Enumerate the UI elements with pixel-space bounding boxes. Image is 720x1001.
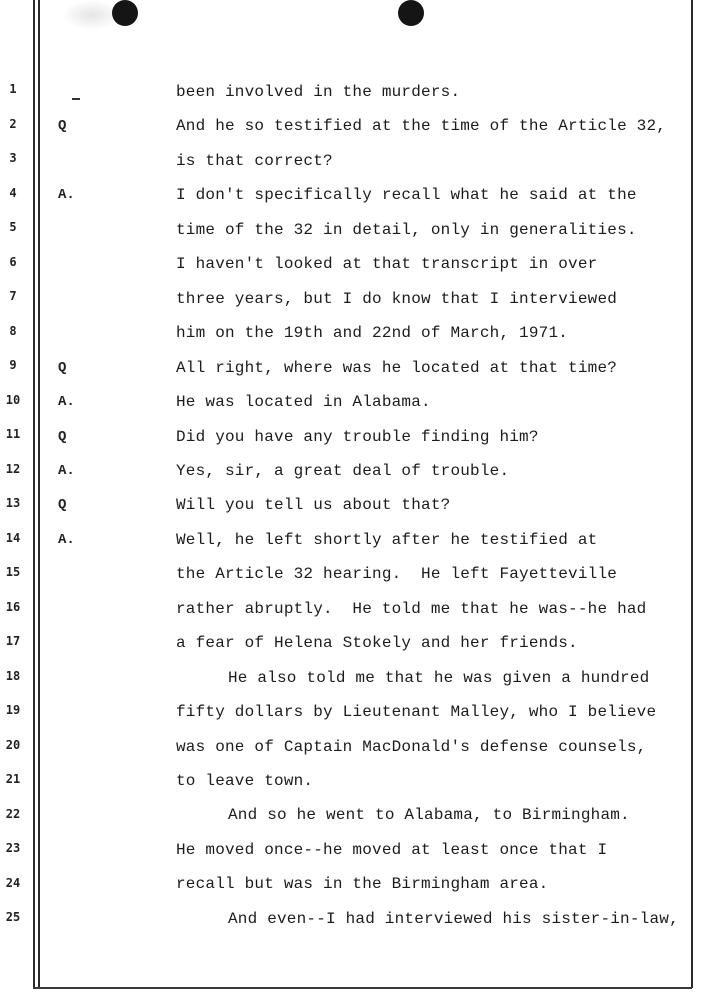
- line-number: 13: [5, 496, 21, 510]
- line-number: 19: [5, 703, 21, 717]
- line-number: 11: [5, 427, 21, 441]
- line-number: 4: [9, 185, 17, 200]
- transcript-line: three years, but I do know that I interviewed: [176, 289, 618, 308]
- transcript-line: I haven't looked at that transcript in over: [176, 255, 598, 274]
- transcript-line: He was located in Alabama.: [176, 393, 431, 412]
- transcript-line: And so he went to Alabama, to Birmingham.: [228, 806, 630, 825]
- binder-hole-left: [112, 0, 138, 26]
- transcript-line: recall but was in the Birmingham area.: [176, 875, 549, 894]
- line-number: 10: [5, 392, 21, 407]
- transcript-line: He also told me that he was given a hundred: [228, 668, 650, 687]
- line-number: 16: [5, 599, 21, 614]
- line-number: 3: [9, 151, 17, 165]
- transcript-line: And he so testified at the time of the Article 32,: [176, 117, 667, 136]
- transcript-line: is that correct?: [176, 151, 333, 170]
- transcript-line: And even--I had interviewed his sister-in-law,: [228, 909, 679, 928]
- transcript-line: He moved once--he moved at least once that I: [176, 840, 608, 859]
- line-number: 1: [9, 82, 17, 96]
- line-number: 9: [9, 358, 17, 372]
- speaker-label: Q: [58, 497, 67, 514]
- line-number: 15: [5, 565, 21, 579]
- line-number: 20: [5, 737, 21, 752]
- transcript-line: Well, he left shortly after he testified at: [176, 530, 598, 549]
- margin-rule-bottom: [33, 987, 692, 989]
- transcript-line: I don't specifically recall what he said at the: [176, 186, 637, 205]
- speaker-label: Q: [58, 359, 67, 376]
- transcript-line: Did you have any trouble finding him?: [176, 427, 539, 446]
- transcript-line: the Article 32 hearing. He left Fayetteville: [176, 565, 618, 584]
- transcript-line: him on the 19th and 22nd of March, 1971.: [176, 324, 569, 343]
- line-number: 17: [5, 634, 21, 648]
- binder-hole-right: [398, 0, 424, 26]
- margin-rule-left-inner: [38, 0, 40, 988]
- margin-rule-left-outer: [33, 0, 35, 988]
- transcript-line: rather abruptly. He told me that he was--he had: [176, 599, 647, 618]
- line-number: 18: [5, 668, 21, 683]
- line-number: 21: [5, 772, 21, 786]
- line-number: 25: [5, 910, 21, 924]
- transcript-line: Will you tell us about that?: [176, 496, 451, 515]
- transcript-line: been involved in the murders.: [176, 83, 461, 101]
- line-number: 23: [5, 841, 21, 855]
- transcript-line: a fear of Helena Stokely and her friends.: [176, 634, 578, 653]
- line-number: 24: [5, 875, 21, 890]
- speaker-label: A.: [58, 531, 75, 548]
- transcript-line: was one of Captain MacDonald's defense counsels,: [176, 737, 647, 756]
- line-number: 22: [5, 806, 21, 821]
- speaker-label: Q: [58, 428, 67, 445]
- transcript-line: All right, where was he located at that time?: [176, 358, 618, 377]
- transcript-line: to leave town.: [176, 772, 314, 790]
- speaker-label: A.: [58, 187, 75, 204]
- line-number: 12: [5, 461, 21, 476]
- speaker-label: A.: [58, 394, 75, 411]
- margin-rule-right: [691, 0, 693, 988]
- speaker-label: Q: [58, 118, 67, 135]
- line-number: 14: [5, 530, 21, 545]
- line-number: 5: [9, 220, 17, 234]
- line-number: 2: [9, 116, 17, 131]
- speaker-label: A.: [58, 462, 75, 479]
- transcript-line: Yes, sir, a great deal of trouble.: [176, 461, 510, 480]
- line-number: 7: [9, 289, 17, 303]
- transcript-line: time of the 32 in detail, only in generalities.: [176, 220, 637, 239]
- line-number: 6: [9, 254, 17, 269]
- stray-mark: [72, 98, 80, 100]
- line-number: 8: [9, 323, 17, 338]
- transcript-line: fifty dollars by Lieutenant Malley, who I believe: [176, 703, 657, 722]
